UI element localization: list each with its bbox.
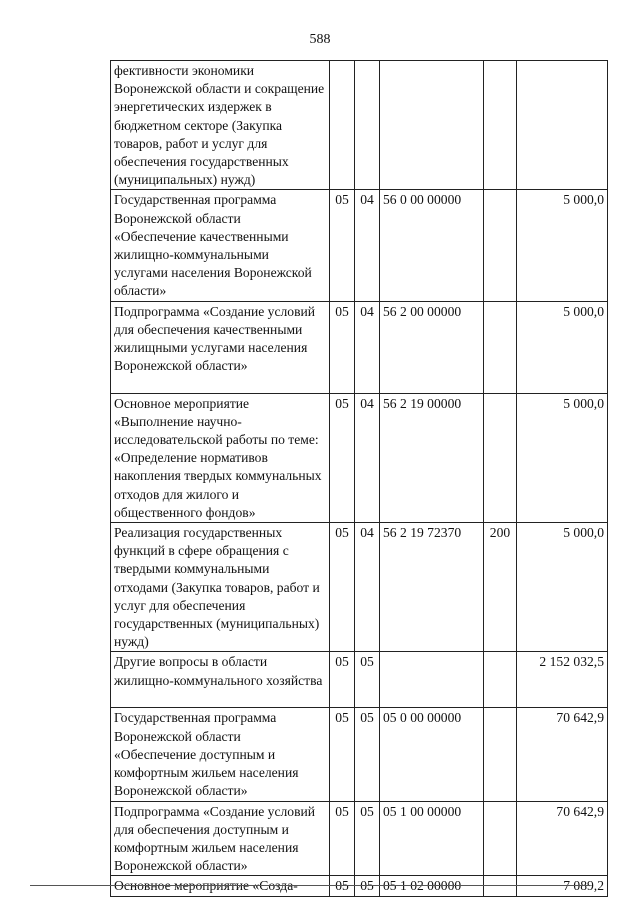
section-code-cell: 05	[330, 393, 355, 522]
target-article-cell: 05 1 02 00000	[380, 876, 484, 896]
row-name-cell: Подпрограмма «Создание условий для обеспечения доступным и комфортным жильем населения Воронежской области»	[111, 801, 330, 876]
subsection-code-cell: 05	[355, 876, 380, 896]
target-article-cell: 56 2 00 00000	[380, 301, 484, 393]
row-name-cell: фективности экономики Воронежской области и сокращение энергетических издержек в бюджетном секторе (Закупка товаров, работ и услуг для обеспечения государственных (муниципальных) нужд)	[111, 61, 330, 190]
subsection-code-cell: 04	[355, 301, 380, 393]
target-article-cell: 05 0 00 00000	[380, 708, 484, 801]
amount-cell: 5 000,0	[517, 190, 608, 301]
amount-cell: 7 089,2	[517, 876, 608, 896]
amount-cell: 5 000,0	[517, 523, 608, 652]
section-code-cell: 05	[330, 708, 355, 801]
expense-type-cell	[484, 652, 517, 708]
footer-divider	[30, 885, 590, 886]
expense-type-cell	[484, 393, 517, 522]
expense-type-cell	[484, 190, 517, 301]
section-code-cell: 05	[330, 301, 355, 393]
target-article-cell: 56 0 00 00000	[380, 190, 484, 301]
row-name-cell: Подпрограмма «Создание условий для обеспечения качественными жилищными услугами населения Воронежской области»	[111, 301, 330, 393]
target-article-cell: 56 2 19 00000	[380, 393, 484, 522]
target-article-cell: 56 2 19 72370	[380, 523, 484, 652]
expense-type-cell	[484, 801, 517, 876]
subsection-code-cell	[355, 61, 380, 190]
table-row	[111, 301, 608, 393]
page-number: 588	[309, 32, 331, 47]
row-name-cell: Реализация государственных функций в сфере обращения с твердыми коммунальными отходами (Закупка товаров, работ и услуг для обеспечения государственных (муниципальных) нужд)	[111, 523, 330, 652]
amount-cell: 70 642,9	[517, 801, 608, 876]
row-name-cell: Другие вопросы в области жилищно-коммунального хозяйства	[111, 652, 330, 708]
subsection-code-cell: 05	[355, 801, 380, 876]
subsection-code-cell: 04	[355, 190, 380, 301]
section-code-cell: 05	[330, 652, 355, 708]
row-name-cell: Государственная программа Воронежской области «Обеспечение качественными жилищно-коммунальными услугами населения Воронежской области»	[111, 190, 330, 301]
table-row	[111, 801, 608, 876]
table-row	[111, 393, 608, 522]
amount-cell: 5 000,0	[517, 393, 608, 522]
row-name-cell: Государственная программа Воронежской области «Обеспечение доступным и комфортным жильем населения Воронежской области»	[111, 708, 330, 801]
section-code-cell: 05	[330, 523, 355, 652]
section-code-cell: 05	[330, 190, 355, 301]
table-row	[111, 708, 608, 801]
section-code-cell: 05	[330, 876, 355, 896]
subsection-code-cell: 05	[355, 708, 380, 801]
target-article-cell	[380, 61, 484, 190]
table-row	[111, 523, 608, 652]
amount-cell: 5 000,0	[517, 301, 608, 393]
subsection-code-cell: 05	[355, 652, 380, 708]
expense-type-cell	[484, 708, 517, 801]
table-row	[111, 190, 608, 301]
row-name-cell: Основное мероприятие «Созда-	[111, 876, 330, 896]
target-article-cell: 05 1 00 00000	[380, 801, 484, 876]
row-name-cell: Основное мероприятие «Выполнение научно-исследовательской работы по теме: «Определение нормативов накопления твердых коммунальных отходов для жилого и общественного фондов»	[111, 393, 330, 522]
budget-table	[110, 60, 608, 897]
expense-type-cell	[484, 61, 517, 190]
subsection-code-cell: 04	[355, 393, 380, 522]
target-article-cell	[380, 652, 484, 708]
expense-type-cell: 200	[484, 523, 517, 652]
table-row	[111, 652, 608, 708]
amount-cell: 2 152 032,5	[517, 652, 608, 708]
section-code-cell	[330, 61, 355, 190]
amount-cell	[517, 61, 608, 190]
expense-type-cell	[484, 301, 517, 393]
amount-cell: 70 642,9	[517, 708, 608, 801]
section-code-cell: 05	[330, 801, 355, 876]
subsection-code-cell: 04	[355, 523, 380, 652]
table-row	[111, 61, 608, 190]
